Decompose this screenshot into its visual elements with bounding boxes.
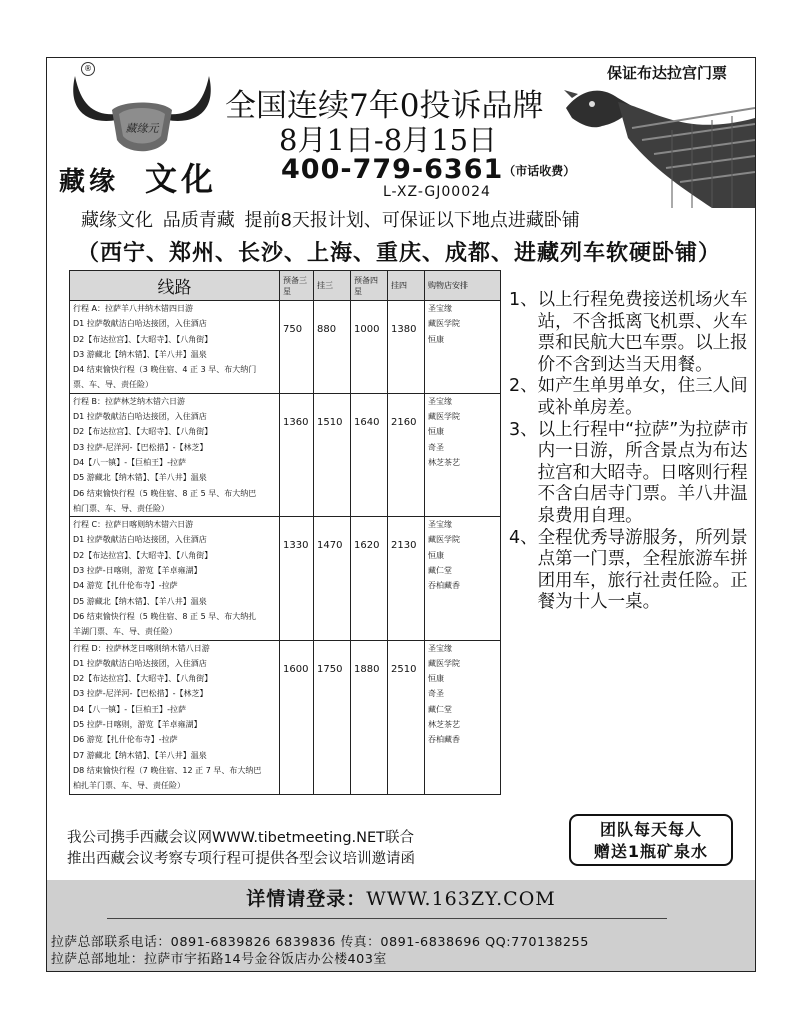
note-item: [509, 290, 749, 376]
slogan: 藏缘文化 品质青藏 提前8天报计划、可保证以下地点进藏卧铺: [81, 210, 580, 231]
divider: [107, 918, 667, 919]
route-line: D5 游藏北【纳木错】、【羊八井】温泉: [73, 596, 207, 606]
contact-line: 拉萨总部联系电话：0891-6839826 6839836 传真：0891-6838696 QQ:770138255: [51, 935, 589, 950]
route-line: D4 结束愉快行程（3 晚住宿、4 正 3 早、布大纳门: [73, 365, 257, 375]
route-line: 票、车、导、责任险）: [73, 380, 153, 390]
shop-item: 恒康: [428, 550, 444, 560]
website-line: [47, 884, 755, 911]
header-price-3: 预备四星: [351, 271, 388, 301]
route-line: D2【布达拉宫】、【大昭寺】、【八角街】: [73, 674, 213, 684]
price-cell: 1750: [314, 640, 351, 794]
price-cell: 1600: [280, 640, 314, 794]
shop-item: 圣宝缘: [428, 643, 452, 653]
shop-item: 林芝茶艺: [428, 720, 460, 730]
route-line: D5 游藏北【纳木错】、【羊八井】温泉: [73, 473, 207, 483]
partner-line: 推出西藏会议考察专项行程可提供各型会议培训邀请函: [67, 851, 415, 867]
table-row: [70, 517, 501, 640]
shop-list: [425, 517, 501, 640]
shop-item: 圣宝缘: [428, 520, 452, 530]
route-line: D1 拉萨敬献洁白哈达接团，入住酒店: [73, 535, 207, 545]
website-link[interactable]: WWW.163ZY.COM: [366, 888, 556, 910]
route-line: D4【八一镇】-【巨柏王】-拉萨: [73, 704, 187, 714]
header-route: 线路: [70, 271, 280, 301]
shop-item: 藏医学院: [428, 412, 460, 422]
route-line: D1 拉萨敬献洁白哈达接团，入住酒店: [73, 319, 207, 329]
logo-badge-text: 藏缘元: [125, 122, 159, 135]
route-line: D2【布达拉宫】、【大昭寺】、【八角街】: [73, 550, 213, 560]
partner-line: 我公司携手西藏会议网WWW.tibetmeeting.NET联合: [67, 830, 415, 846]
address-line: 拉萨总部地址：拉萨市宇拓路14号金谷饭店办公楼403室: [51, 952, 387, 967]
dragon-roof-icon: [562, 68, 755, 208]
price-cell: 2510: [388, 640, 425, 794]
table-row: [70, 640, 501, 794]
price-cell: 1640: [351, 393, 388, 516]
route-line: D1 拉萨敬献洁白哈达接团，入住酒店: [73, 658, 207, 668]
route-description: [70, 517, 280, 640]
table-row: [70, 301, 501, 394]
route-line: D7 游藏北【纳木错】、【羊八井】温泉: [73, 750, 207, 760]
shop-item: 林芝茶艺: [428, 457, 460, 467]
shop-item: 藏医学院: [428, 535, 460, 545]
shop-item: 奇圣: [428, 442, 444, 452]
shop-item: 圣宝缘: [428, 396, 452, 406]
free-water-badge: [569, 814, 733, 866]
route-line: D5 拉萨-日喀则，游览【羊卓雍湖】: [73, 720, 202, 730]
header-price-4: 挂四: [388, 271, 425, 301]
table-row: [70, 393, 501, 516]
price-cell: 1380: [388, 301, 425, 394]
table-header-row: [70, 271, 501, 301]
note-text: 全程优秀导游服务，所列景点第一门票，全程旅游车拼团用车，旅行社责任险。正餐为十人一桌。: [537, 527, 748, 613]
water-line: 团队每天每人: [599, 820, 702, 839]
license-number: L-XZ-GJ00024: [383, 184, 491, 200]
shop-item: 恒康: [428, 674, 444, 684]
price-cell: 880: [314, 301, 351, 394]
guarantee-headline: 保证布达拉宫门票: [606, 64, 727, 82]
shop-item: 藏仁堂: [428, 566, 452, 576]
route-line: D6 结束愉快行程（5 晚住宿、8 正 5 早、布大纳扎: [73, 611, 257, 621]
route-line: D8 结束愉快行程（7 晚住宿、12 正 7 早、布大纳巴: [73, 765, 262, 775]
shop-item: 恒康: [428, 427, 444, 437]
shop-item: 藏医学院: [428, 658, 460, 668]
shop-item: 藏医学院: [428, 319, 460, 329]
contact-info: [51, 934, 589, 968]
route-line: D4 游览【扎什伦布寺】-拉萨: [73, 581, 178, 591]
contact-band: [47, 880, 755, 971]
note-number: 4、: [509, 527, 538, 548]
price-cell: 1360: [280, 393, 314, 516]
price-cell: 1470: [314, 517, 351, 640]
price-cell: 2160: [388, 393, 425, 516]
note-item: [509, 528, 749, 614]
route-line: 行程 B：拉萨林芝纳木错六日游: [73, 396, 186, 406]
route-price-table: [69, 270, 501, 795]
note-text: 以上行程免费接送机场火车站，不含抵离飞机票、火车票和民航大巴车票。以上报价不含到达当天用餐。: [537, 290, 748, 375]
route-description: [70, 393, 280, 516]
train-cities: （西宁、郑州、长沙、上海、重庆、成都、进藏列车软硬卧铺）: [77, 241, 722, 266]
shop-item: 吞柏藏香: [428, 735, 460, 745]
hotline-number: 400-779-6361: [281, 154, 504, 185]
route-line: D6 游览【扎什伦布寺】-拉萨: [73, 735, 178, 745]
route-description: [70, 640, 280, 794]
header-shops: 购物店安排: [425, 271, 501, 301]
shop-item: 吞柏藏香: [428, 581, 460, 591]
shop-list: [425, 301, 501, 394]
price-cell: 1620: [351, 517, 388, 640]
shop-list: [425, 640, 501, 794]
note-text: 以上行程中“拉萨”为拉萨市内一日游，所含景点为布达拉宫和大昭寺。日喀则行程不含白居寺门票。羊八井温泉费用自理。: [537, 419, 749, 526]
advertisement-sheet: [46, 57, 756, 972]
note-number: 1、: [509, 290, 538, 310]
note-item: [509, 420, 749, 528]
note-text: 如产生单男单女，住三人间或补单房差。: [537, 376, 748, 418]
shop-item: 奇圣: [428, 689, 444, 699]
route-line: D3 拉萨-尼洋河-【巴松措】-【林芝】: [73, 689, 208, 699]
route-line: D2【布达拉宫】、【大昭寺】、【八角街】: [73, 334, 213, 344]
route-line: 柏门票、车、导、责任险）: [73, 503, 169, 513]
header-price-1: 预备三星: [280, 271, 314, 301]
route-line: D2【布达拉宫】、【大昭寺】、【八角街】: [73, 427, 213, 437]
price-cell: 1000: [351, 301, 388, 394]
price-cell: 1330: [280, 517, 314, 640]
tour-dates: 8月1日-8月15日: [279, 123, 498, 157]
water-line: 赠送1瓶矿泉水: [593, 842, 709, 861]
registered-mark: ®: [81, 62, 95, 76]
brand-headline: 全国连续7年0投诉品牌: [225, 88, 544, 124]
price-cell: 750: [280, 301, 314, 394]
logo-name: [59, 154, 217, 200]
route-line: D4【八一镇】-【巨柏王】-拉萨: [73, 457, 187, 467]
hotline-note: （市话收费）: [503, 164, 576, 178]
yak-logo-icon: [67, 70, 217, 160]
route-line: D6 结束愉快行程（5 晚住宿、8 正 5 早、布大纳巴: [73, 488, 257, 498]
website-label: 详情请登录：: [246, 888, 367, 910]
shop-item: 藏仁堂: [428, 704, 452, 714]
price-cell: 2130: [388, 517, 425, 640]
notes-list: [509, 290, 749, 614]
route-line: 柏扎羊门票、车、导、责任险）: [73, 781, 185, 791]
route-line: 行程 C：拉萨日喀则纳木错六日游: [73, 520, 194, 530]
route-line: 行程 A：拉萨羊八井纳木错四日游: [73, 304, 194, 313]
price-cell: 1880: [351, 640, 388, 794]
route-line: D3 游藏北【纳木错】、【羊八井】温泉: [73, 349, 207, 359]
route-line: 行程 D：拉萨林芝日喀则纳木错八日游: [73, 643, 210, 653]
hotline: [281, 154, 575, 185]
route-line: D3 拉萨-尼洋河-【巴松措】-【林芝】: [73, 442, 208, 452]
route-line: D3 拉萨-日喀则，游览【羊卓雍湖】: [73, 566, 202, 576]
shop-item: 恒康: [428, 334, 444, 344]
route-description: [70, 301, 280, 394]
partner-info: [67, 828, 415, 870]
note-number: 3、: [509, 419, 538, 440]
note-item: [509, 376, 749, 419]
logo-name-part-b: 文化: [145, 160, 218, 198]
note-number: 2、: [509, 376, 538, 397]
header-price-2: 挂三: [314, 271, 351, 301]
logo-name-part-a: 藏缘: [59, 167, 120, 197]
shop-item: 圣宝缘: [428, 304, 452, 313]
route-line: D1 拉萨敬献洁白哈达接团，入住酒店: [73, 412, 207, 422]
route-line: 羊湖门票、车、导、责任险）: [73, 627, 177, 637]
shop-list: [425, 393, 501, 516]
price-cell: 1510: [314, 393, 351, 516]
